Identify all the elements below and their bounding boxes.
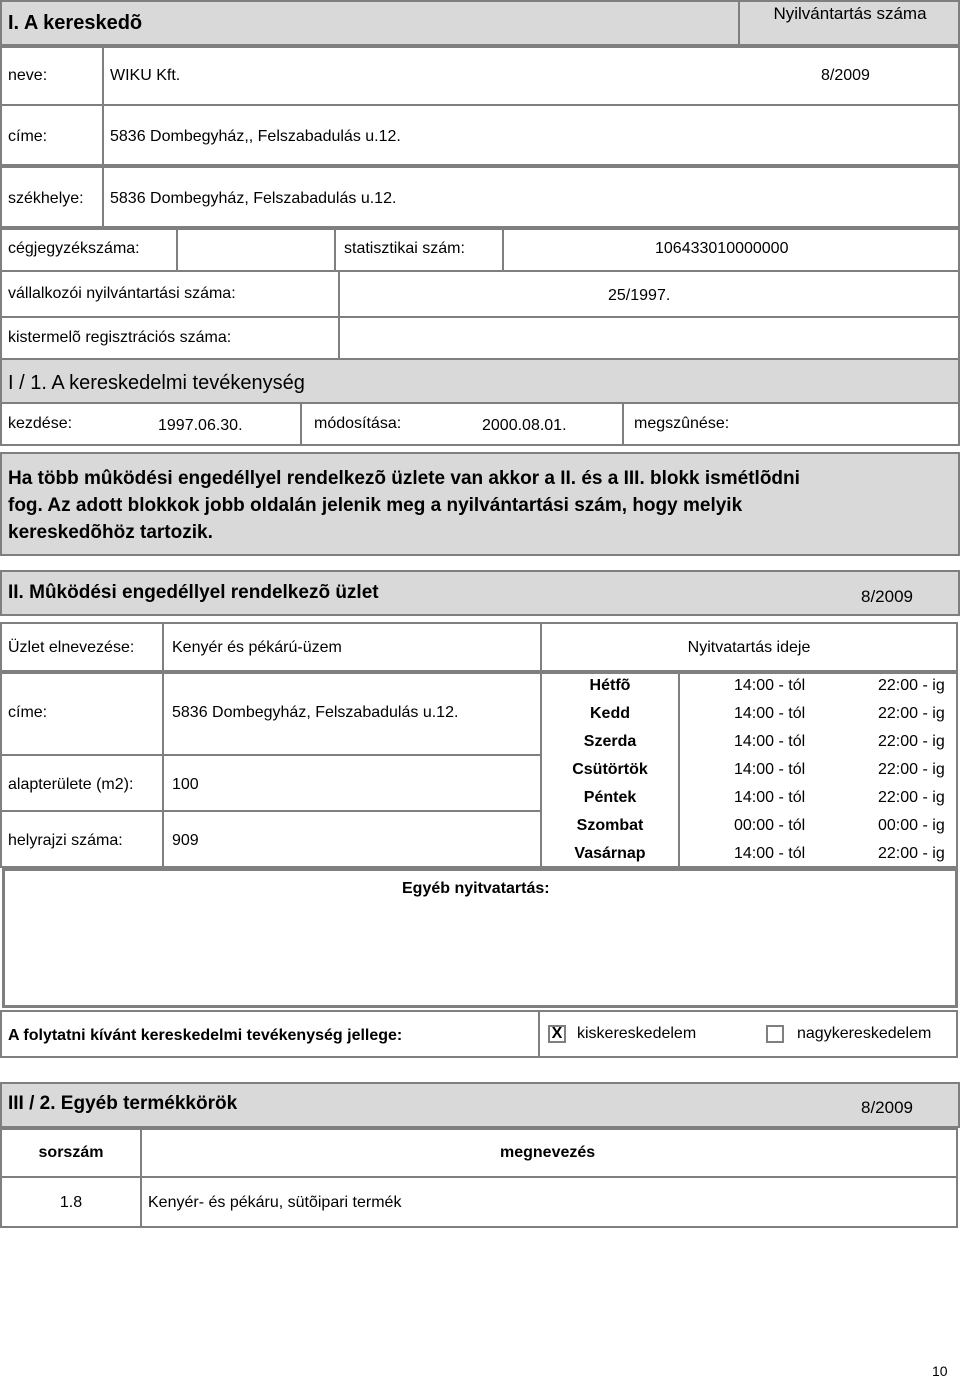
divider: [0, 810, 542, 812]
hours-from: 14:00 - tól: [734, 761, 806, 778]
hours-to: 22:00 - ig: [878, 677, 945, 694]
hours-to: 22:00 - ig: [878, 733, 945, 750]
end-label: megszûnése:: [634, 415, 730, 432]
divider: [0, 1176, 958, 1178]
entrepreneur-reg-value: 25/1997.: [608, 287, 671, 304]
modified-label: módosítása:: [314, 415, 402, 432]
divider: [338, 316, 340, 360]
section-1-1-title: I / 1. A kereskedelmi tevékenység: [8, 372, 305, 394]
hours-to: 00:00 - ig: [878, 817, 945, 834]
hours-day: Kedd: [590, 705, 630, 722]
notice-line-2: fog. Az adott blokkok jobb oldalán jelenik meg a nyilvántartási szám, hogy melyik: [8, 495, 743, 516]
section-1-title: I. A kereskedõ: [8, 12, 143, 34]
address-label: címe:: [8, 128, 48, 145]
seat-value: 5836 Dombegyház, Felszabadulás u.12.: [110, 190, 397, 207]
divider: [338, 270, 340, 318]
start-label: kezdése:: [8, 415, 73, 432]
stat-number-value: 106433010000000: [655, 240, 789, 257]
divider: [176, 228, 178, 272]
name-value: WIKU Kft.: [110, 67, 181, 84]
shop-name-value: Kenyér és pékárú-üzem: [172, 639, 342, 656]
start-value: 1997.06.30.: [158, 417, 243, 434]
divider: [538, 1010, 540, 1058]
hours-from: 14:00 - tól: [734, 733, 806, 750]
stat-number-label: statisztikai szám:: [344, 240, 465, 257]
name-label: neve:: [8, 67, 48, 84]
registration-number-label: Nyilvántartás száma: [773, 4, 927, 23]
company-reg-label: cégjegyzékszáma:: [8, 240, 140, 257]
notice-line-3: kereskedõhöz tartozik.: [8, 522, 213, 543]
hours-to: 22:00 - ig: [878, 845, 945, 862]
section-2-title: II. Mûködési engedéllyel rendelkezõ üzlet: [8, 582, 379, 603]
hours-day: Szerda: [583, 733, 637, 750]
hours-day: Hétfõ: [589, 677, 631, 694]
shop-name-label: Üzlet elnevezése:: [8, 639, 135, 656]
divider: [102, 104, 104, 166]
hours-day: Csütörtök: [572, 761, 648, 778]
divider: [0, 754, 542, 756]
hours-from: 14:00 - tól: [734, 789, 806, 806]
shop-address-value: 5836 Dombegyház, Felszabadulás u.12.: [172, 704, 459, 721]
shop-address-label: címe:: [8, 704, 48, 721]
divider: [678, 672, 680, 868]
lot-number-label: helyrajzi száma:: [8, 832, 123, 849]
retail-label: kiskereskedelem: [577, 1025, 697, 1042]
registration-number: 8/2009: [821, 67, 870, 84]
hours-from: 14:00 - tól: [734, 705, 806, 722]
divider: [162, 622, 164, 672]
retail-checkbox[interactable]: X: [548, 1025, 566, 1043]
activity-dates-row: [0, 402, 960, 446]
company-reg-row: [0, 228, 960, 272]
divider: [102, 166, 104, 228]
area-label: alapterülete (m2):: [8, 776, 134, 793]
divider: [140, 1128, 142, 1228]
hours-from: 00:00 - tól: [734, 817, 806, 834]
divider: [300, 402, 302, 446]
hours-day: Vasárnap: [574, 845, 646, 862]
address-value: 5836 Dombegyház,, Felszabadulás u.12.: [110, 128, 401, 145]
divider: [334, 228, 336, 272]
hours-to: 22:00 - ig: [878, 705, 945, 722]
divider: [162, 672, 164, 868]
producer-reg-label: kistermelõ regisztrációs száma:: [8, 329, 232, 346]
entrepreneur-reg-label: vállalkozói nyilvántartási száma:: [8, 285, 236, 302]
page-number: 10: [932, 1363, 948, 1379]
area-value: 100: [172, 776, 199, 793]
products-table: [0, 1128, 958, 1228]
divider: [502, 228, 504, 272]
products-col-name: megnevezés: [500, 1144, 596, 1161]
seat-label: székhelye:: [8, 190, 84, 207]
divider: [102, 46, 104, 106]
divider: [622, 402, 624, 446]
section-2-registration-number: 8/2009: [861, 587, 913, 606]
notice-line-1: Ha több mûködési engedéllyel rendelkezõ üzlete van akkor a II. és a III. blokk ismétlõdni: [8, 468, 800, 489]
hours-day: Péntek: [583, 789, 637, 806]
hours-title: Nyitvatartás ideje: [687, 639, 811, 656]
product-row-name: Kenyér- és pékáru, sütõipari termék: [148, 1194, 402, 1211]
hours-from: 14:00 - tól: [734, 677, 806, 694]
hours-from: 14:00 - tól: [734, 845, 806, 862]
section-3-2-title: III / 2. Egyéb termékkörök: [8, 1093, 238, 1114]
modified-value: 2000.08.01.: [482, 417, 567, 434]
wholesale-label: nagykereskedelem: [797, 1025, 932, 1042]
wholesale-checkbox[interactable]: [766, 1025, 784, 1043]
hours-to: 22:00 - ig: [878, 789, 945, 806]
products-col-number: sorszám: [38, 1144, 104, 1161]
section-3-2-registration-number: 8/2009: [861, 1098, 913, 1117]
hours-to: 22:00 - ig: [878, 761, 945, 778]
lot-number-value: 909: [172, 832, 199, 849]
other-hours-label: Egyéb nyitvatartás:: [402, 880, 550, 897]
hours-day: Szombat: [576, 817, 644, 834]
product-row-number: 1.8: [59, 1194, 83, 1211]
activity-type-label: A folytatni kívánt kereskedelmi tevékenység jellege:: [8, 1027, 403, 1044]
